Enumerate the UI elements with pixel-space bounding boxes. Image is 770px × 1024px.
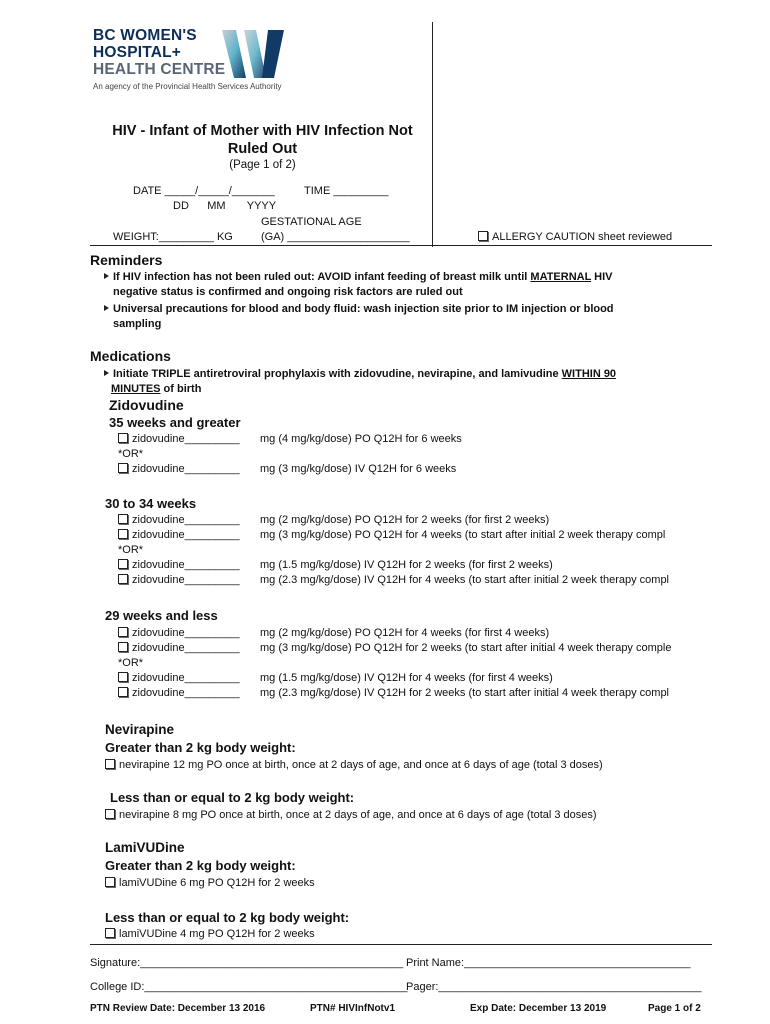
or-separator: *OR* <box>118 544 144 556</box>
zidovudine-heading: Zidovudine <box>109 397 184 413</box>
medications-heading: Medications <box>90 348 171 364</box>
or-separator: *OR* <box>118 657 144 669</box>
zdv-29-weeks-heading: 29 weeks and less <box>105 608 218 623</box>
checkbox[interactable] <box>105 877 115 887</box>
checkbox[interactable] <box>118 672 128 682</box>
zdv-option[interactable]: zidovudine_________ mg (2 mg/kg/dose) PO Q12H for 2 weeks (for first 2 weeks) <box>118 513 738 528</box>
or-separator: *OR* <box>118 448 144 460</box>
page-indicator: (Page 1 of 2) <box>229 159 296 171</box>
bullet-arrow-icon <box>104 370 109 376</box>
logo-tagline: An agency of the Provincial Health Services Authority <box>93 82 282 91</box>
date-field[interactable]: DATE _____/_____/_______ <box>133 185 275 197</box>
footer-page-number: Page 1 of 2 <box>648 1003 701 1014</box>
gestational-age-field[interactable]: (GA) ____________________ <box>261 231 410 243</box>
checkbox[interactable] <box>118 687 128 697</box>
print-name-field[interactable]: Print Name:_____________________________________ <box>406 957 691 969</box>
nevirapine-heading: Nevirapine <box>105 722 175 737</box>
zdv-35-weeks-heading: 35 weeks and greater <box>109 415 241 430</box>
allergy-checkbox[interactable] <box>478 231 488 241</box>
reminder-universal-precautions: Universal precautions for blood and body fluid: wash injection site prior to IM injection or blood sampling <box>104 302 704 332</box>
checkbox[interactable] <box>118 433 128 443</box>
zdv-option[interactable]: zidovudine_________ mg (2.3 mg/kg/dose) IV Q12H for 2 weeks (to start after initial 4 week therapy compl <box>118 686 738 701</box>
logo-line-1: BC WOMEN'S <box>93 27 197 44</box>
zdv-option[interactable]: zidovudine_________ mg (3 mg/kg/dose) PO Q12H for 4 weeks (to start after initial 2 week therapy compl <box>118 528 738 543</box>
date-parts-label: DD MM YYYY <box>173 200 277 212</box>
footer-ptn-number: PTN# HIVInfNotv1 <box>310 1003 396 1014</box>
3tc-greater-2kg-heading: Greater than 2 kg body weight: <box>105 858 296 873</box>
form-title <box>90 122 435 158</box>
zdv-option[interactable]: zidovudine_________ mg (1.5 mg/kg/dose) IV Q12H for 2 weeks (for first 2 weeks) <box>118 558 738 573</box>
zdv-option[interactable]: zidovudine_________ mg (3 mg/kg/dose) PO Q12H for 2 weeks (to start after initial 4 week therapy comple <box>118 641 738 656</box>
checkbox[interactable] <box>118 574 128 584</box>
checkbox[interactable] <box>118 463 128 473</box>
zdv-35-weeks-options <box>118 432 738 477</box>
nvp-greater-2kg-option[interactable]: nevirapine 12 mg PO once at birth, once at 2 days of age, and once at 6 days of age (total 3 doses) <box>105 758 603 773</box>
weight-field[interactable]: WEIGHT:_________ KG <box>113 231 233 243</box>
medication-triple-prophylaxis: Initiate TRIPLE antiretroviral prophylaxis with zidovudine, nevirapine, and lamivudine WITHIN 90 MINUTES of birth <box>104 367 704 397</box>
lamivudine-heading: LamiVUDine <box>105 840 185 855</box>
bullet-arrow-icon <box>104 305 109 311</box>
zdv-option[interactable]: zidovudine_________ mg (4 mg/kg/dose) PO Q12H for 6 weeks <box>118 432 738 447</box>
nvp-less-2kg-heading: Less than or equal to 2 kg body weight: <box>110 790 355 805</box>
signature-divider <box>90 944 712 945</box>
zdv-option[interactable]: zidovudine_________ mg (2.3 mg/kg/dose) IV Q12H for 4 weeks (to start after initial 2 week therapy compl <box>118 573 738 588</box>
zdv-30-34-weeks-heading: 30 to 34 weeks <box>105 496 197 511</box>
checkbox[interactable] <box>118 559 128 569</box>
pager-field[interactable]: Pager:___________________________________________ <box>406 981 702 993</box>
zdv-option[interactable]: zidovudine_________ mg (1.5 mg/kg/dose) IV Q12H for 4 weeks (for first 4 weeks) <box>118 671 738 686</box>
signature-field[interactable]: Signature:___________________________________________ <box>90 957 404 969</box>
zdv-option[interactable]: zidovudine_________ mg (3 mg/kg/dose) IV Q12H for 6 weeks <box>118 462 738 477</box>
checkbox[interactable] <box>105 759 115 769</box>
nvp-less-2kg-option[interactable]: nevirapine 8 mg PO once at birth, once at 2 days of age, and once at 6 days of age (total 3 doses) <box>105 808 597 823</box>
footer-exp-date: Exp Date: December 13 2019 <box>470 1003 607 1014</box>
college-id-field[interactable]: College ID:___________________________________________ <box>90 981 408 993</box>
checkbox[interactable] <box>105 809 115 819</box>
checkbox[interactable] <box>118 642 128 652</box>
3tc-less-2kg-option[interactable]: lamiVUDine 4 mg PO Q12H for 2 weeks <box>105 927 315 942</box>
bullet-arrow-icon <box>104 273 109 279</box>
footer-review-date: PTN Review Date: December 13 2016 <box>90 1003 266 1014</box>
zdv-29-weeks-options <box>118 626 738 701</box>
allergy-caution-item[interactable] <box>478 231 672 243</box>
title-line-1: HIV - Infant of Mother with HIV Infection Not <box>112 123 413 139</box>
checkbox[interactable] <box>105 928 115 938</box>
time-field[interactable]: TIME _________ <box>304 185 389 197</box>
logo-w-mark-icon <box>222 28 292 80</box>
reminder-breast-milk: If HIV infection has not been ruled out: AVOID infant feeding of breast milk until MATERNAL HIV negative status is confirmed and ongoing risk factors are ruled out <box>104 270 704 300</box>
logo-line-3: HEALTH CENTRE <box>93 61 226 78</box>
zdv-option[interactable]: zidovudine_________ mg (2 mg/kg/dose) PO Q12H for 4 weeks (for first 4 weeks) <box>118 626 738 641</box>
logo-line-2: HOSPITAL+ <box>93 44 182 61</box>
nvp-greater-2kg-heading: Greater than 2 kg body weight: <box>105 740 296 755</box>
checkbox[interactable] <box>118 514 128 524</box>
checkbox[interactable] <box>118 529 128 539</box>
3tc-less-2kg-heading: Less than or equal to 2 kg body weight: <box>105 910 350 925</box>
allergy-label: ALLERGY CAUTION sheet reviewed <box>492 231 673 243</box>
3tc-greater-2kg-option[interactable]: lamiVUDine 6 mg PO Q12H for 2 weeks <box>105 876 315 891</box>
reminders-heading: Reminders <box>90 252 163 268</box>
title-line-2: Ruled Out <box>227 141 298 157</box>
hospital-logo-text <box>93 27 225 78</box>
gestational-age-label: GESTATIONAL AGE <box>261 216 362 228</box>
checkbox[interactable] <box>118 627 128 637</box>
fields-divider <box>90 245 712 246</box>
zdv-30-34-weeks-options <box>118 513 738 588</box>
